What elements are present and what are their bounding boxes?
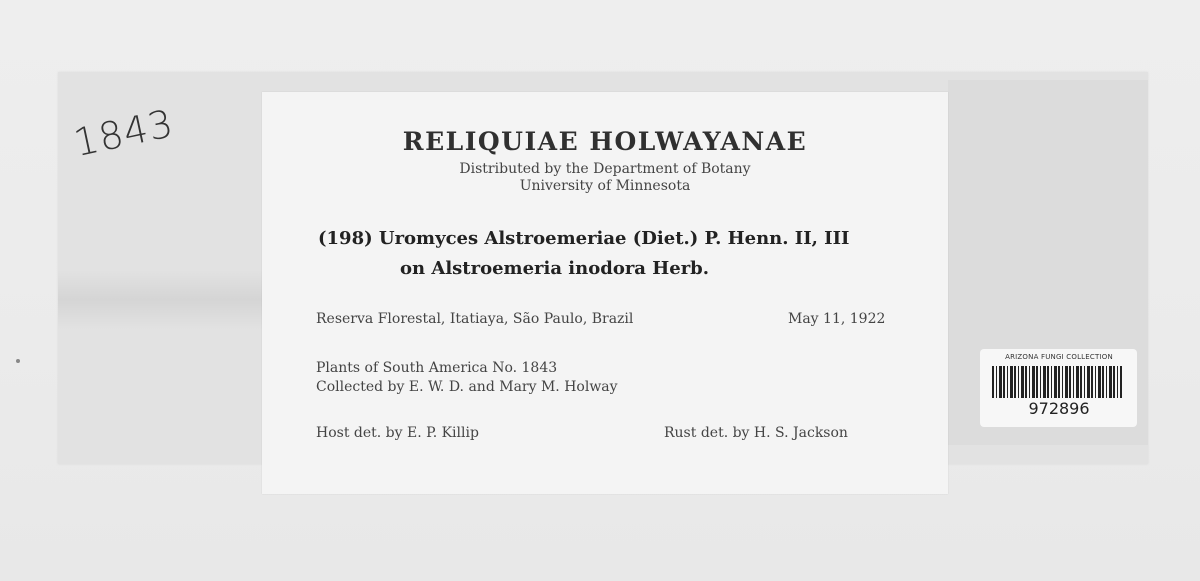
envelope-shadow xyxy=(58,270,263,330)
barcode-icon xyxy=(992,366,1122,398)
handwritten-number: 1843 xyxy=(70,101,178,166)
host-determiner: Host det. by E. P. Killip xyxy=(316,425,479,441)
species-name: (198) Uromyces Alstroemeriae (Diet.) P. Henn. II, III xyxy=(318,228,850,249)
collection-series: Plants of South America No. 1843 xyxy=(316,360,558,376)
collection-date: May 11, 1922 xyxy=(788,311,886,327)
label-university: University of Minnesota xyxy=(519,178,691,194)
label-distributor: Distributed by the Department of Botany xyxy=(459,161,751,177)
sheet-speck xyxy=(16,359,20,363)
collection-locality: Reserva Florestal, Itatiaya, São Paulo, Brazil xyxy=(316,311,634,327)
barcode-org-text: ARIZONA FUNGI COLLECTION xyxy=(1005,353,1113,361)
host-plant: on Alstroemeria inodora Herb. xyxy=(400,258,710,279)
barcode-number: 972896 xyxy=(1028,399,1090,418)
collectors: Collected by E. W. D. and Mary M. Holway xyxy=(316,379,618,395)
rust-determiner: Rust det. by H. S. Jackson xyxy=(664,425,848,441)
label-title: RELIQUIAE HOLWAYANAE xyxy=(402,127,808,156)
